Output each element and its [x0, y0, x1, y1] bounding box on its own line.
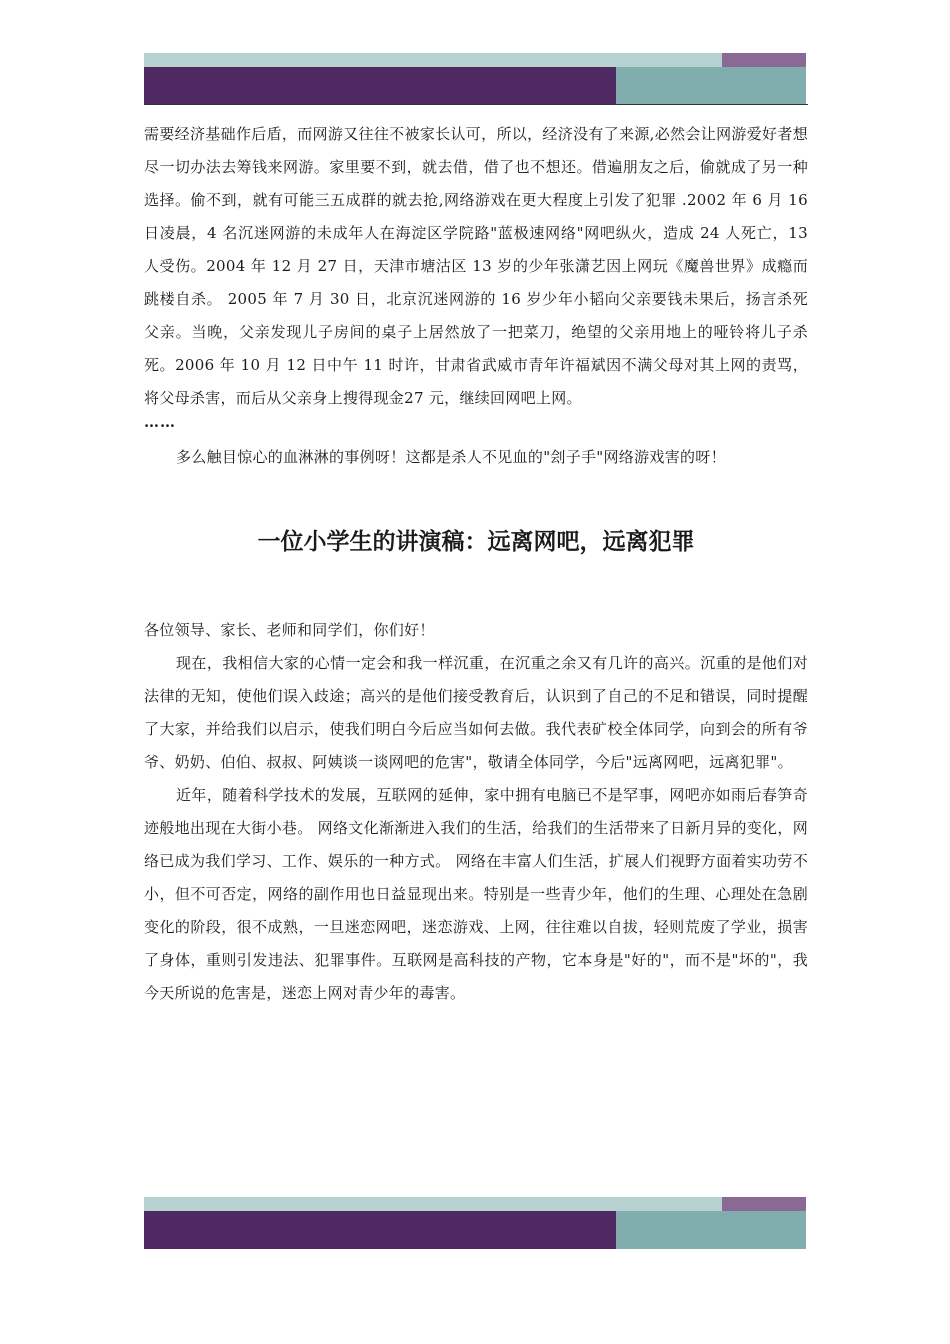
article-title: 一位小学生的讲演稿：远离网吧，远离犯罪 [257, 529, 695, 555]
footer-band-teal-block [616, 1211, 806, 1249]
header-rule [144, 104, 808, 105]
speech-paragraph-2: 近年，随着科学技术的发展，互联网的延伸，家中拥有电脑已不是罕事，网吧亦如雨后春笋奇迹般地出现在大街小巷。 网络文化渐渐进入我们的生活，给我们的生活带来了日新月异的变化，网络已成为我们学习、工作、娱乐的一种方式。 网络在丰富人们生活，扩展人们视野方面着实功劳不小，但不可否定，网络的副作用也日益显现出来。特别是一些青少年，他们的生理、心理处在急剧变化的阶段，很不成熟，一旦迷恋网吧，迷恋游戏、上网，往往难以自拔，轻则荒废了学业，损害了身体，重则引发违法、犯罪事件。互联网是高科技的产物，它本身是"好的"，而不是"坏的"，我今天所说的危害是，迷恋上网对青少年的毒害。 [144, 786, 808, 1002]
speech-greeting: 各位领导、家长、老师和同学们，你们好！ [144, 621, 435, 639]
footer-band-mauve-block [722, 1197, 806, 1211]
header-band-teal-block [616, 67, 806, 105]
ellipsis: …… [144, 413, 176, 431]
page-content [144, 118, 808, 1010]
header-band-mauve-block [722, 53, 806, 67]
section1-exclamation: 多么触目惊心的血淋淋的事例呀！这都是杀人不见血的"刽子手"网络游戏害的呀！ [176, 448, 726, 466]
footer-band-light-strip [144, 1197, 722, 1211]
header-band-purple-block [144, 67, 616, 105]
footer-band-purple-block [144, 1211, 616, 1249]
header-band-light-strip [144, 53, 722, 67]
speech-paragraph-1: 现在，我相信大家的心情一定会和我一样沉重，在沉重之余又有几许的高兴。沉重的是他们对法律的无知，使他们误入歧途；高兴的是他们接受教育后，认识到了自己的不足和错误，同时提醒了大家，并给我们以启示，使我们明白今后应当如何去做。我代表矿校全体同学，向到会的所有爷爷、奶奶、伯伯、叔叔、阿姨谈一谈网吧的危害"，敬请全体同学，今后"远离网吧，远离犯罪"。 [144, 654, 808, 771]
section1-paragraph: 需要经济基础作后盾，而网游又往往不被家长认可，所以，经济没有了来源,必然会让网游爱好者想尽一切办法去筹钱来网游。家里要不到，就去借，借了也不想还。借遍朋友之后，偷就成了另一种选择。偷不到，就有可能三五成群的就去抢,网络游戏在更大程度上引发了犯罪 .2002 年 6 月 16 日凌晨，4 名沉迷网游的未成年人在海淀区学院路"蓝极速网络"网吧纵火，造成 24 人死亡，13 人受伤。2004 年 12 月 27 日，天津市塘沽区 13 岁的少年张潇艺因上网玩《魔兽世界》成瘾而跳楼自杀。 2005 年 7 月 30 日，北京沉迷网游的 16 岁少年小韬向父亲要钱未果后，扬言杀死父亲。当晚，父亲发现儿子房间的桌子上居然放了一把菜刀，绝望的父亲用地上的哑铃将儿子杀死。2006 年 10 月 12 日中午 11 时许，甘肃省武威市青年许福斌因不满父母对其上网的责骂，将父母杀害，而后从父亲身上搜得现金27 元，继续回网吧上网。 [144, 125, 808, 407]
